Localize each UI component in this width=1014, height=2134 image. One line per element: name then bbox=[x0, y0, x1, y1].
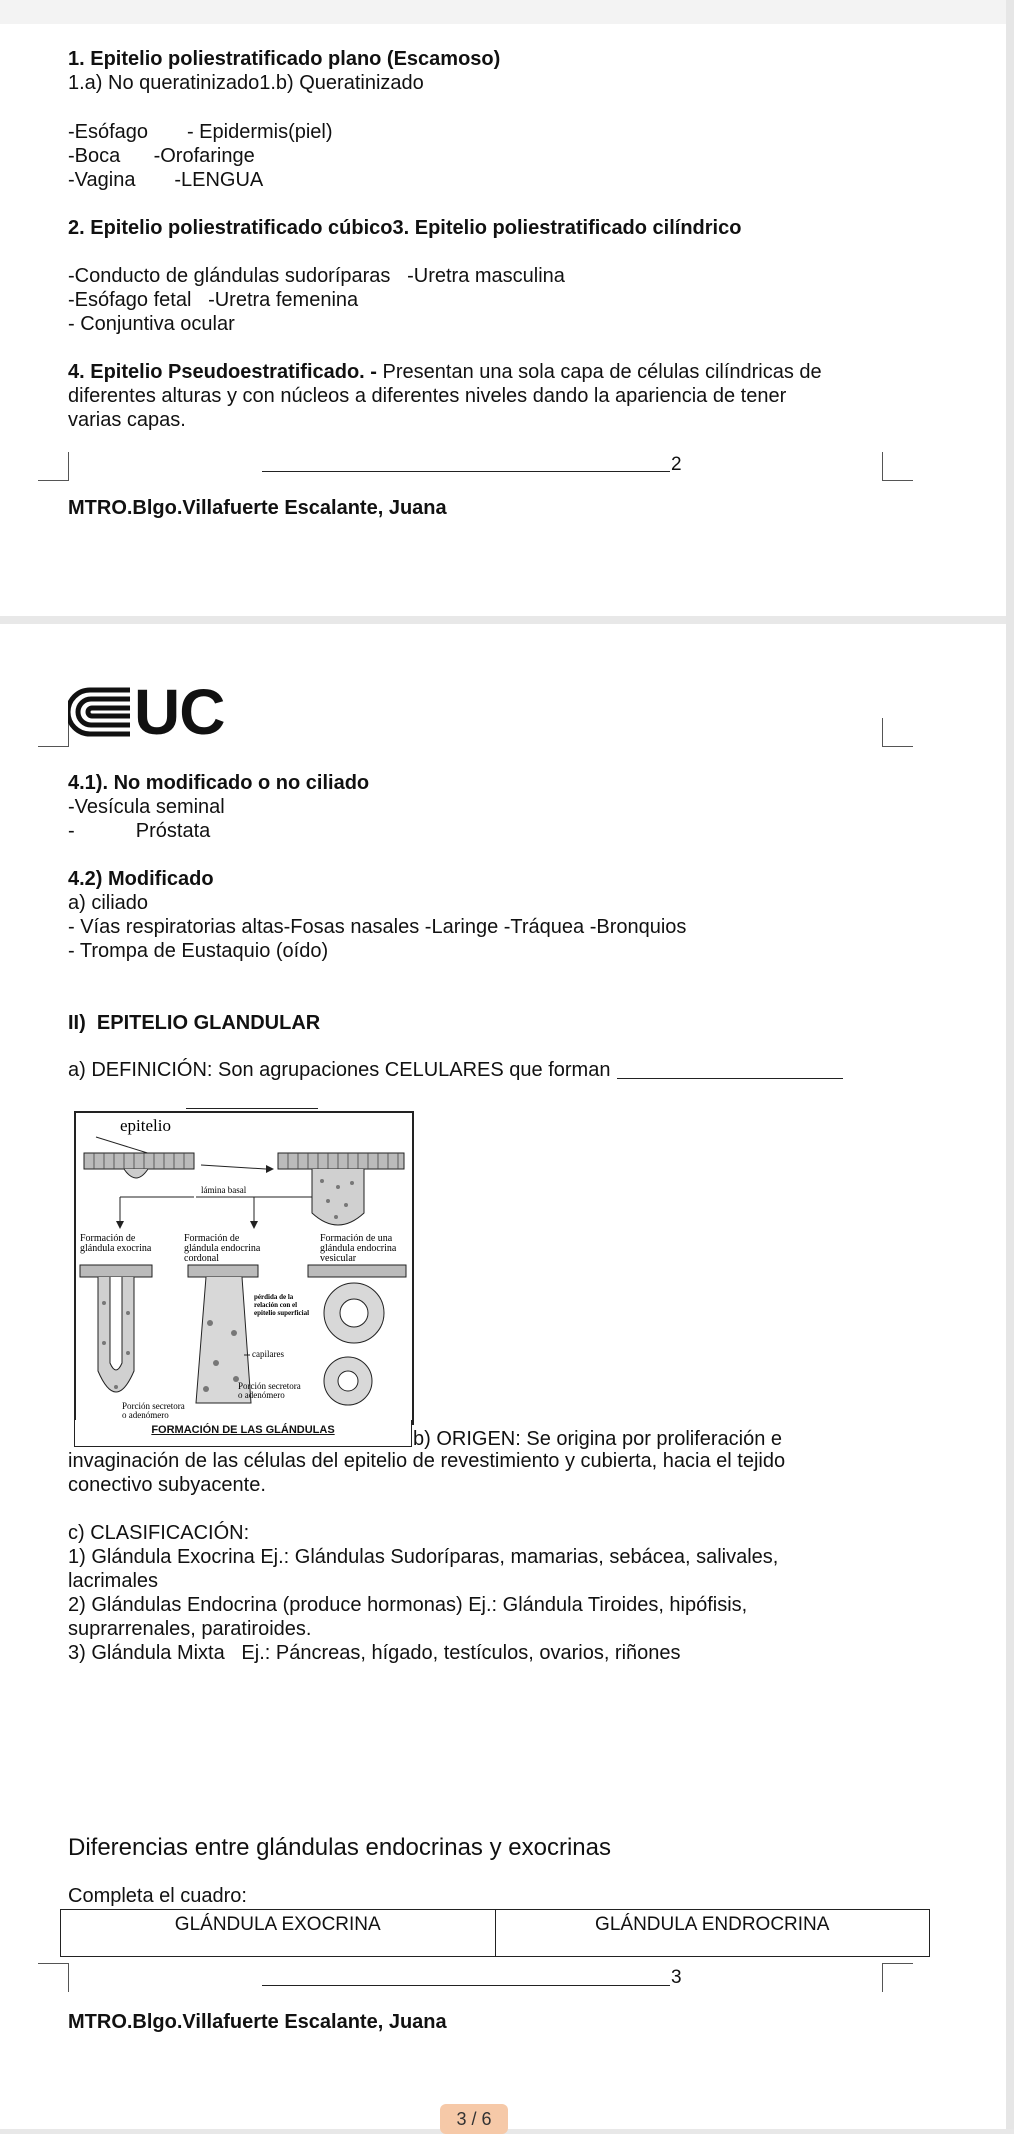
label-porcion-secretora-1: Porción secretora o adenómero bbox=[238, 1381, 301, 1400]
uc-logo-mark-icon bbox=[68, 684, 134, 740]
crop-mark bbox=[38, 1963, 69, 1992]
crop-mark bbox=[882, 452, 913, 481]
crop-mark bbox=[882, 718, 913, 747]
label-porcion-secretora-2: Porción secretora o adenómero bbox=[122, 1401, 185, 1420]
text-line: - Vías respiratorias altas-Fosas nasales -Laringe -Tráquea -Bronquios bbox=[68, 916, 687, 938]
text-line: invaginación de las células del epitelio de revestimiento y cubierta, hacia el tejido bbox=[68, 1450, 786, 1472]
text-line bbox=[68, 361, 822, 384]
text-origen: b) ORIGEN: Se origina por proliferación e bbox=[413, 1428, 783, 1450]
text-line: - Próstata bbox=[68, 820, 211, 842]
uc-logo bbox=[68, 676, 225, 748]
page-number: 3 bbox=[671, 1967, 682, 1988]
figure-top-rule bbox=[186, 1108, 318, 1109]
label-perdida-relacion: pérdida de la relación con el epitelio superficial bbox=[254, 1293, 310, 1317]
crop-mark bbox=[882, 1963, 913, 1992]
heading-epitelio-plano: 1. Epitelio poliestratificado plano (Escamoso) bbox=[68, 48, 501, 70]
label-capilares: capilares bbox=[252, 1349, 284, 1359]
table-header-endocrina: GLÁNDULA ENDROCRINA bbox=[495, 1910, 930, 1956]
text-pseudo: Presentan una sola capa de células cilíndricas de bbox=[382, 361, 822, 383]
heading-epitelio-cubico: 2. Epitelio poliestratificado cúbico3. Epitelio poliestratificado cilíndrico bbox=[68, 217, 742, 239]
text-line: diferentes alturas y con núcleos a diferentes niveles dando la apariencia de tener bbox=[68, 385, 787, 407]
glands-formation-figure bbox=[74, 1111, 414, 1425]
text-line: 1) Glándula Exocrina Ej.: Glándulas Sudoríparas, mamarias, sebácea, salivales, bbox=[68, 1546, 779, 1568]
heading-diferencias: Diferencias entre glándulas endocrinas y exocrinas bbox=[68, 1834, 611, 1861]
heading-no-modificado: 4.1). No modificado o no ciliado bbox=[68, 772, 370, 794]
scroll-edge bbox=[1006, 0, 1014, 2129]
text-line: 1.a) No queratinizado1.b) Queratinizado bbox=[68, 72, 424, 94]
crop-mark bbox=[38, 452, 69, 481]
label-epitelio: epitelio bbox=[120, 1116, 171, 1135]
page-indicator: 3 / 6 bbox=[440, 2104, 508, 2134]
heading-pseudo: 4. Epitelio Pseudoestratificado. - bbox=[68, 361, 383, 383]
text-clasificacion: c) CLASIFICACIÓN: bbox=[68, 1522, 250, 1544]
figure-caption-box bbox=[74, 1420, 412, 1447]
blank-answer-line bbox=[617, 1078, 843, 1079]
label-formacion-exocrina: Formación de glándula exocrina bbox=[80, 1233, 152, 1254]
text-line: suprarrenales, paratiroides. bbox=[68, 1618, 312, 1640]
table-header-exocrina: GLÁNDULA EXOCRINA bbox=[174, 1914, 381, 1935]
label-formacion-cordonal: Formación de glándula endocrina cordonal bbox=[184, 1233, 261, 1264]
text-line: -Esófago - Epidermis(piel) bbox=[68, 121, 333, 143]
text-line: -Boca -Orofaringe bbox=[68, 145, 255, 167]
text-line: -Esófago fetal -Uretra femenina bbox=[68, 289, 359, 311]
comparison-table bbox=[60, 1909, 930, 1957]
text-line: lacrimales bbox=[68, 1570, 159, 1592]
viewer-top-bar bbox=[0, 0, 1014, 24]
heading-modificado: 4.2) Modificado bbox=[68, 868, 214, 890]
text-line: - Conjuntiva ocular bbox=[68, 313, 235, 335]
text-line: 3) Glándula Mixta Ej.: Páncreas, hígado, testículos, ovarios, riñones bbox=[68, 1642, 681, 1664]
text-line: -Conducto de glándulas sudoríparas -Uretra masculina bbox=[68, 265, 565, 287]
footer-author: MTRO.Blgo.Villafuerte Escalante, Juana bbox=[68, 497, 447, 519]
text-line: - Trompa de Eustaquio (oído) bbox=[68, 940, 329, 962]
text-line: -Vagina -LENGUA bbox=[68, 169, 264, 191]
footer-author: MTRO.Blgo.Villafuerte Escalante, Juana bbox=[68, 2011, 447, 2033]
text-line: -Vesícula seminal bbox=[68, 796, 225, 818]
footer-rule bbox=[262, 471, 670, 472]
text-completa: Completa el cuadro: bbox=[68, 1885, 247, 1907]
text-line: conectivo subyacente. bbox=[68, 1474, 266, 1496]
text-definicion: a) DEFINICIÓN: Son agrupaciones CELULARES que forman bbox=[68, 1059, 611, 1081]
heading-epitelio-glandular: II) EPITELIO GLANDULAR bbox=[68, 1012, 321, 1034]
footer-rule bbox=[262, 1985, 670, 1986]
label-formacion-vesicular: Formación de una glándula endocrina vesicular bbox=[320, 1233, 397, 1264]
logo-text: UC bbox=[134, 676, 225, 748]
glands-diagram bbox=[76, 1113, 412, 1423]
text-line: varias capas. bbox=[68, 409, 186, 431]
crop-mark bbox=[38, 718, 69, 747]
figure-caption: FORMACIÓN DE LAS GLÁNDULAS bbox=[151, 1424, 335, 1436]
label-lamina-basal: lámina basal bbox=[201, 1185, 247, 1195]
page-number: 2 bbox=[671, 454, 682, 475]
text-line: a) ciliado bbox=[68, 892, 149, 914]
text-line: 2) Glándulas Endocrina (produce hormonas) Ej.: Glándula Tiroides, hipófisis, bbox=[68, 1594, 748, 1616]
